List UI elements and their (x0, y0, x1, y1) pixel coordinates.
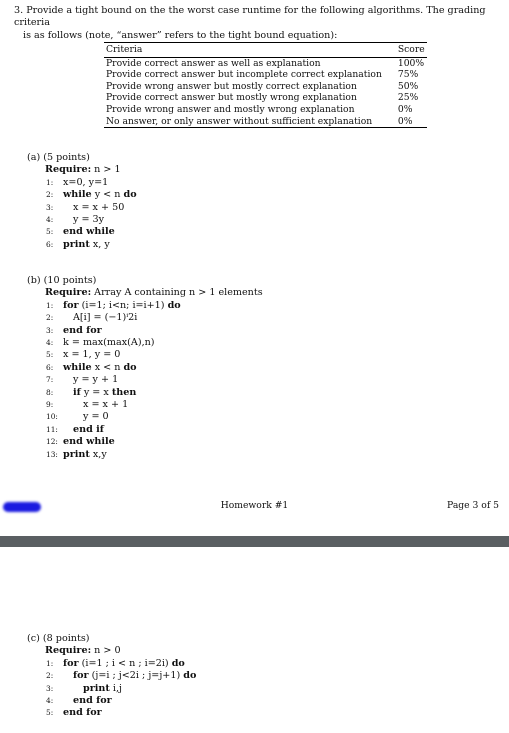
part-a-algorithm (27, 177, 137, 251)
line-number: 5: (46, 708, 54, 718)
code-text: y = x (80, 386, 112, 398)
require-label: Require: (45, 287, 92, 299)
algorithm-line (27, 312, 263, 324)
keyword: if (73, 386, 81, 398)
line-code (63, 424, 104, 435)
algorithm-line (27, 374, 263, 386)
criteria-cell: No answer, or only answer without sufficient explanation (104, 116, 384, 128)
line-code (63, 411, 109, 422)
part-a-require (27, 164, 137, 176)
algorithm-line (27, 411, 263, 423)
keyword: do (123, 361, 137, 373)
line-code (63, 695, 112, 706)
algorithm-line (27, 449, 263, 461)
code-text: x = 1, y = 0 (63, 349, 121, 361)
keyword: do (123, 189, 137, 201)
question-intro-line1: 3. Provide a tight bound on the the worst case runtime for the following algorithms. The grading criteria (14, 5, 486, 29)
algorithm-line (27, 189, 137, 201)
footer-page-number: Page 3 of 5 (447, 500, 499, 511)
question-text (14, 5, 496, 42)
keyword: print (83, 682, 110, 694)
code-text: A[i] = (−1)ⁱ2i (73, 312, 138, 324)
score-cell: 0% (397, 103, 413, 115)
keyword: print (63, 448, 90, 460)
algorithm-line (27, 239, 137, 251)
line-number: 5: (46, 227, 54, 237)
keyword: for (63, 299, 79, 311)
algorithm-line (27, 683, 196, 695)
line-code (63, 202, 124, 213)
line-code (63, 300, 181, 311)
line-code (63, 177, 108, 188)
line-number: 1: (46, 658, 54, 668)
keyword: while (63, 189, 92, 201)
page-break-bar (0, 536, 509, 547)
score-cell: 25% (397, 92, 419, 104)
footer-title: Homework #1 (220, 500, 289, 511)
part-b (27, 275, 263, 461)
criteria-cell: Provide wrong answer but mostly correct explanation (106, 80, 357, 92)
algorithm-line (27, 362, 263, 374)
keyword: end while (63, 436, 115, 448)
algorithm-line (27, 424, 263, 436)
keyword: end for (73, 695, 112, 707)
line-number: 8: (46, 387, 54, 397)
algorithm-line (27, 707, 196, 719)
keyword: end while (63, 226, 115, 238)
score-header: Score (384, 43, 427, 58)
code-text: k = max(max(A),n) (63, 337, 155, 349)
keyword: do (171, 657, 185, 669)
algorithm-line (27, 202, 137, 214)
algorithm-line (27, 177, 137, 189)
part-b-algorithm (27, 300, 263, 461)
algorithm-line (27, 399, 263, 411)
part-c-require (27, 645, 196, 657)
algorithm-line (27, 300, 263, 312)
line-code (63, 683, 122, 694)
algorithm-line (27, 325, 263, 337)
table-row (104, 116, 427, 128)
line-number: 12: (46, 437, 58, 447)
score-cell: 0% (384, 116, 427, 128)
line-code (63, 325, 102, 336)
code-text: x,y (89, 448, 107, 460)
line-code (63, 239, 110, 250)
line-number: 3: (46, 683, 54, 693)
line-number: 4: (46, 696, 54, 706)
criteria-header: Criteria (104, 43, 384, 58)
part-b-require (27, 287, 263, 299)
part-c-algorithm (27, 658, 196, 720)
line-number: 4: (46, 215, 54, 225)
line-code (63, 449, 107, 460)
criteria-cell: Provide correct answer but mostly wrong explanation (106, 92, 357, 104)
code-text: x, y (89, 238, 110, 250)
score-cell: 100% (397, 57, 425, 69)
criteria-header-row (104, 43, 427, 58)
keyword: end for (63, 324, 102, 336)
criteria-cell: Provide correct answer but incomplete correct explanation (106, 69, 382, 81)
line-code (63, 374, 118, 385)
code-text: x < n (91, 361, 124, 373)
algorithm-line (27, 349, 263, 361)
algorithm-line (27, 695, 196, 707)
line-code (63, 670, 196, 681)
part-c (27, 633, 196, 720)
line-code (63, 349, 120, 360)
require-text: Array A containing n > 1 elements (91, 287, 263, 299)
line-code (63, 312, 137, 323)
require-text: n > 0 (91, 645, 121, 657)
keyword: end if (73, 423, 104, 435)
code-text: x = x + 1 (83, 399, 129, 411)
code-text: (i=1 ; i < n ; i=2i) (78, 657, 172, 669)
require-label: Require: (45, 164, 92, 176)
table-row (104, 69, 427, 81)
line-number: 5: (46, 350, 54, 360)
line-number: 3: (46, 202, 54, 212)
code-text: y < n (91, 189, 124, 201)
algorithm-line (27, 658, 196, 670)
table-row (104, 57, 427, 69)
line-code (63, 226, 115, 237)
keyword: do (183, 670, 197, 682)
part-c-header: (c) (8 points) (27, 633, 90, 644)
line-code (63, 362, 137, 373)
score-cell: 75% (397, 69, 419, 81)
score-cell: 50% (397, 80, 419, 92)
part-a-header: (a) (5 points) (27, 152, 90, 163)
algorithm-line (27, 214, 137, 226)
line-number: 7: (46, 375, 54, 385)
line-number: 2: (46, 190, 54, 200)
code-text: i,j (109, 682, 122, 694)
line-code (63, 399, 128, 410)
criteria-cell: Provide correct answer as well as explanation (106, 57, 321, 69)
algorithm-line (27, 670, 196, 682)
line-number: 1: (46, 300, 54, 310)
line-number: 11: (46, 424, 58, 434)
keyword: print (63, 238, 90, 250)
algorithm-line (27, 226, 137, 238)
table-row (104, 104, 427, 116)
algorithm-line (27, 436, 263, 448)
line-number: 2: (46, 313, 54, 323)
line-number: 6: (46, 362, 54, 372)
keyword: do (167, 299, 181, 311)
algorithm-line (27, 337, 263, 349)
keyword: then (111, 386, 137, 398)
code-text: y = 3y (73, 214, 105, 226)
code-text: (i=1; i<n; i=i+1) (78, 299, 168, 311)
require-text: n > 1 (91, 164, 121, 176)
code-text: x=0, y=1 (63, 176, 109, 188)
table-row (104, 92, 427, 104)
keyword: for (73, 670, 89, 682)
line-code (63, 436, 115, 447)
line-number: 2: (46, 671, 54, 681)
line-number: 13: (46, 449, 58, 459)
criteria-table (104, 42, 427, 128)
code-text: x = x + 50 (73, 201, 125, 213)
line-code (63, 387, 136, 398)
keyword: while (63, 361, 92, 373)
part-a (27, 152, 137, 251)
line-code (63, 707, 102, 718)
code-text: (j=i ; j<2i ; j=j+1) (88, 670, 184, 682)
table-row (104, 81, 427, 93)
part-b-header: (b) (10 points) (27, 275, 97, 286)
keyword: for (63, 657, 79, 669)
question-intro-line2: is as follows (note, “answer” refers to the tight bound equation): (23, 29, 338, 41)
require-label: Require: (45, 645, 92, 657)
line-number: 4: (46, 338, 54, 348)
line-code (63, 337, 155, 348)
line-number: 1: (46, 177, 54, 187)
line-code (63, 189, 137, 200)
code-text: y = y + 1 (73, 374, 119, 386)
line-number: 9: (46, 400, 54, 410)
line-number: 3: (46, 325, 54, 335)
line-code (63, 214, 104, 225)
criteria-cell: Provide wrong answer and mostly wrong explanation (106, 103, 355, 115)
keyword: end for (63, 707, 102, 719)
algorithm-line (27, 387, 263, 399)
line-number: 6: (46, 239, 54, 249)
code-text: y = 0 (83, 411, 109, 423)
line-code (63, 658, 185, 669)
line-number: 10: (46, 412, 58, 422)
